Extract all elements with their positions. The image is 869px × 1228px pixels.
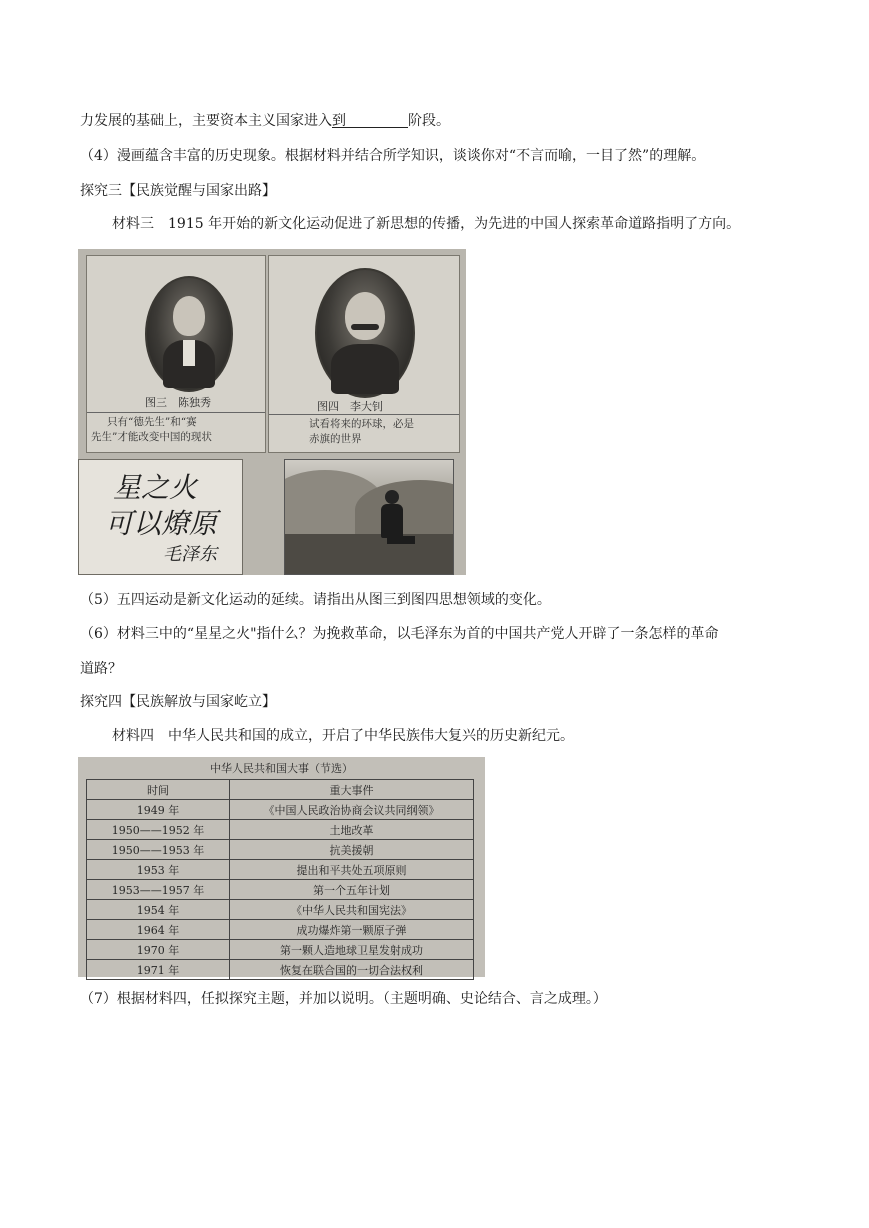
material-3-text: 材料三 1915 年开始的新文化运动促进了新思想的传播，为先进的中国人探索革命道路指明了方向。 (112, 216, 741, 232)
table-row (87, 960, 474, 980)
answer-blank: 到 (332, 111, 408, 128)
table-row (87, 940, 474, 960)
table-cell: 1949 年 (87, 800, 230, 820)
table-cell: 《中国人民政治协商会议共同纲领》 (230, 800, 474, 820)
calligraphy-line2: 可以燎原 (105, 507, 218, 540)
figure-3-quote-line1: 只有“德先生”和“赛 (107, 416, 197, 428)
material-4-text: 材料四 中华人民共和国的成立，开启了中华民族伟大复兴的历史新纪元。 (112, 728, 574, 744)
table-cell: 《中华人民共和国宪法》 (230, 900, 474, 920)
table-cell: 提出和平共处五项原则 (230, 860, 474, 880)
table-row (87, 840, 474, 860)
table-cell: 1950——1953 年 (87, 840, 230, 860)
figure-3-panel (86, 255, 266, 453)
question-7: （7）根据材料四，任拟探究主题，并加以说明。（主题明确、史论结合、言之成理。） (80, 991, 607, 1007)
table-cell: 第一个五年计划 (230, 880, 474, 900)
figure-4-panel (268, 255, 460, 453)
calligraphy-signature: 毛泽东 (163, 544, 217, 565)
table-row (87, 920, 474, 940)
table-cell: 成功爆炸第一颗原子弹 (230, 920, 474, 940)
table-header-row (87, 780, 474, 800)
text-line-stage (80, 111, 450, 131)
calligraphy-panel (78, 459, 243, 575)
table-header-time: 时间 (87, 780, 230, 800)
table-cell: 恢复在联合国的一切合法权利 (230, 960, 474, 980)
table-row (87, 860, 474, 880)
table-cell: 第一颗人造地球卫星发射成功 (230, 940, 474, 960)
table-row (87, 900, 474, 920)
figure-4-quote-line1: 试看将来的环球，必是 (309, 418, 414, 430)
table-cell: 1953——1957 年 (87, 880, 230, 900)
section-4-heading: 探究四【民族解放与国家屹立】 (80, 694, 276, 710)
question-6-line2: 道路？ (80, 661, 122, 677)
figure-4-caption: 图四 李大钊 (317, 400, 383, 413)
calligraphy-line1: 星之火 (113, 471, 198, 504)
chen-duxiu-portrait (145, 276, 233, 392)
table-cell: 土地改革 (230, 820, 474, 840)
table-cell: 1970 年 (87, 940, 230, 960)
figure-3-caption: 图三 陈独秀 (145, 396, 211, 409)
events-table-title: 中华人民共和国大事（节选） (210, 762, 353, 775)
table-row (87, 880, 474, 900)
question-4: （4）漫画蕴含丰富的历史现象。根据材料并结合所学知识，谈谈你对“不言而喻，一目了然”的理解。 (80, 148, 706, 164)
table-cell: 1953 年 (87, 860, 230, 880)
section-3-heading: 探究三【民族觉醒与国家出路】 (80, 183, 276, 199)
question-6-line1: （6）材料三中的“星星之火"指什么？为挽救革命，以毛泽东为首的中国共产党人开辟了一条怎样的革命 (80, 626, 719, 642)
text-stage-after: 阶段。 (408, 113, 450, 129)
events-table (86, 779, 474, 980)
table-cell: 1950——1952 年 (87, 820, 230, 840)
table-row (87, 800, 474, 820)
li-dazhao-portrait (315, 268, 415, 398)
table-cell: 1954 年 (87, 900, 230, 920)
table-cell: 1964 年 (87, 920, 230, 940)
question-5: （5）五四运动是新文化运动的延续。请指出从图三到图四思想领域的变化。 (80, 592, 551, 608)
table-header-event: 重大事件 (230, 780, 474, 800)
table-cell: 抗美援朝 (230, 840, 474, 860)
text-stage-before: 力发展的基础上，主要资本主义国家进入 (80, 113, 332, 129)
table-cell: 1971 年 (87, 960, 230, 980)
figure-3-quote-line2: 先生”才能改变中国的现状 (91, 431, 212, 443)
table-row (87, 820, 474, 840)
events-table-photo (78, 757, 485, 977)
mao-landscape-photo (284, 459, 454, 575)
figure-4-quote-line2: 赤旗的世界 (309, 433, 362, 445)
